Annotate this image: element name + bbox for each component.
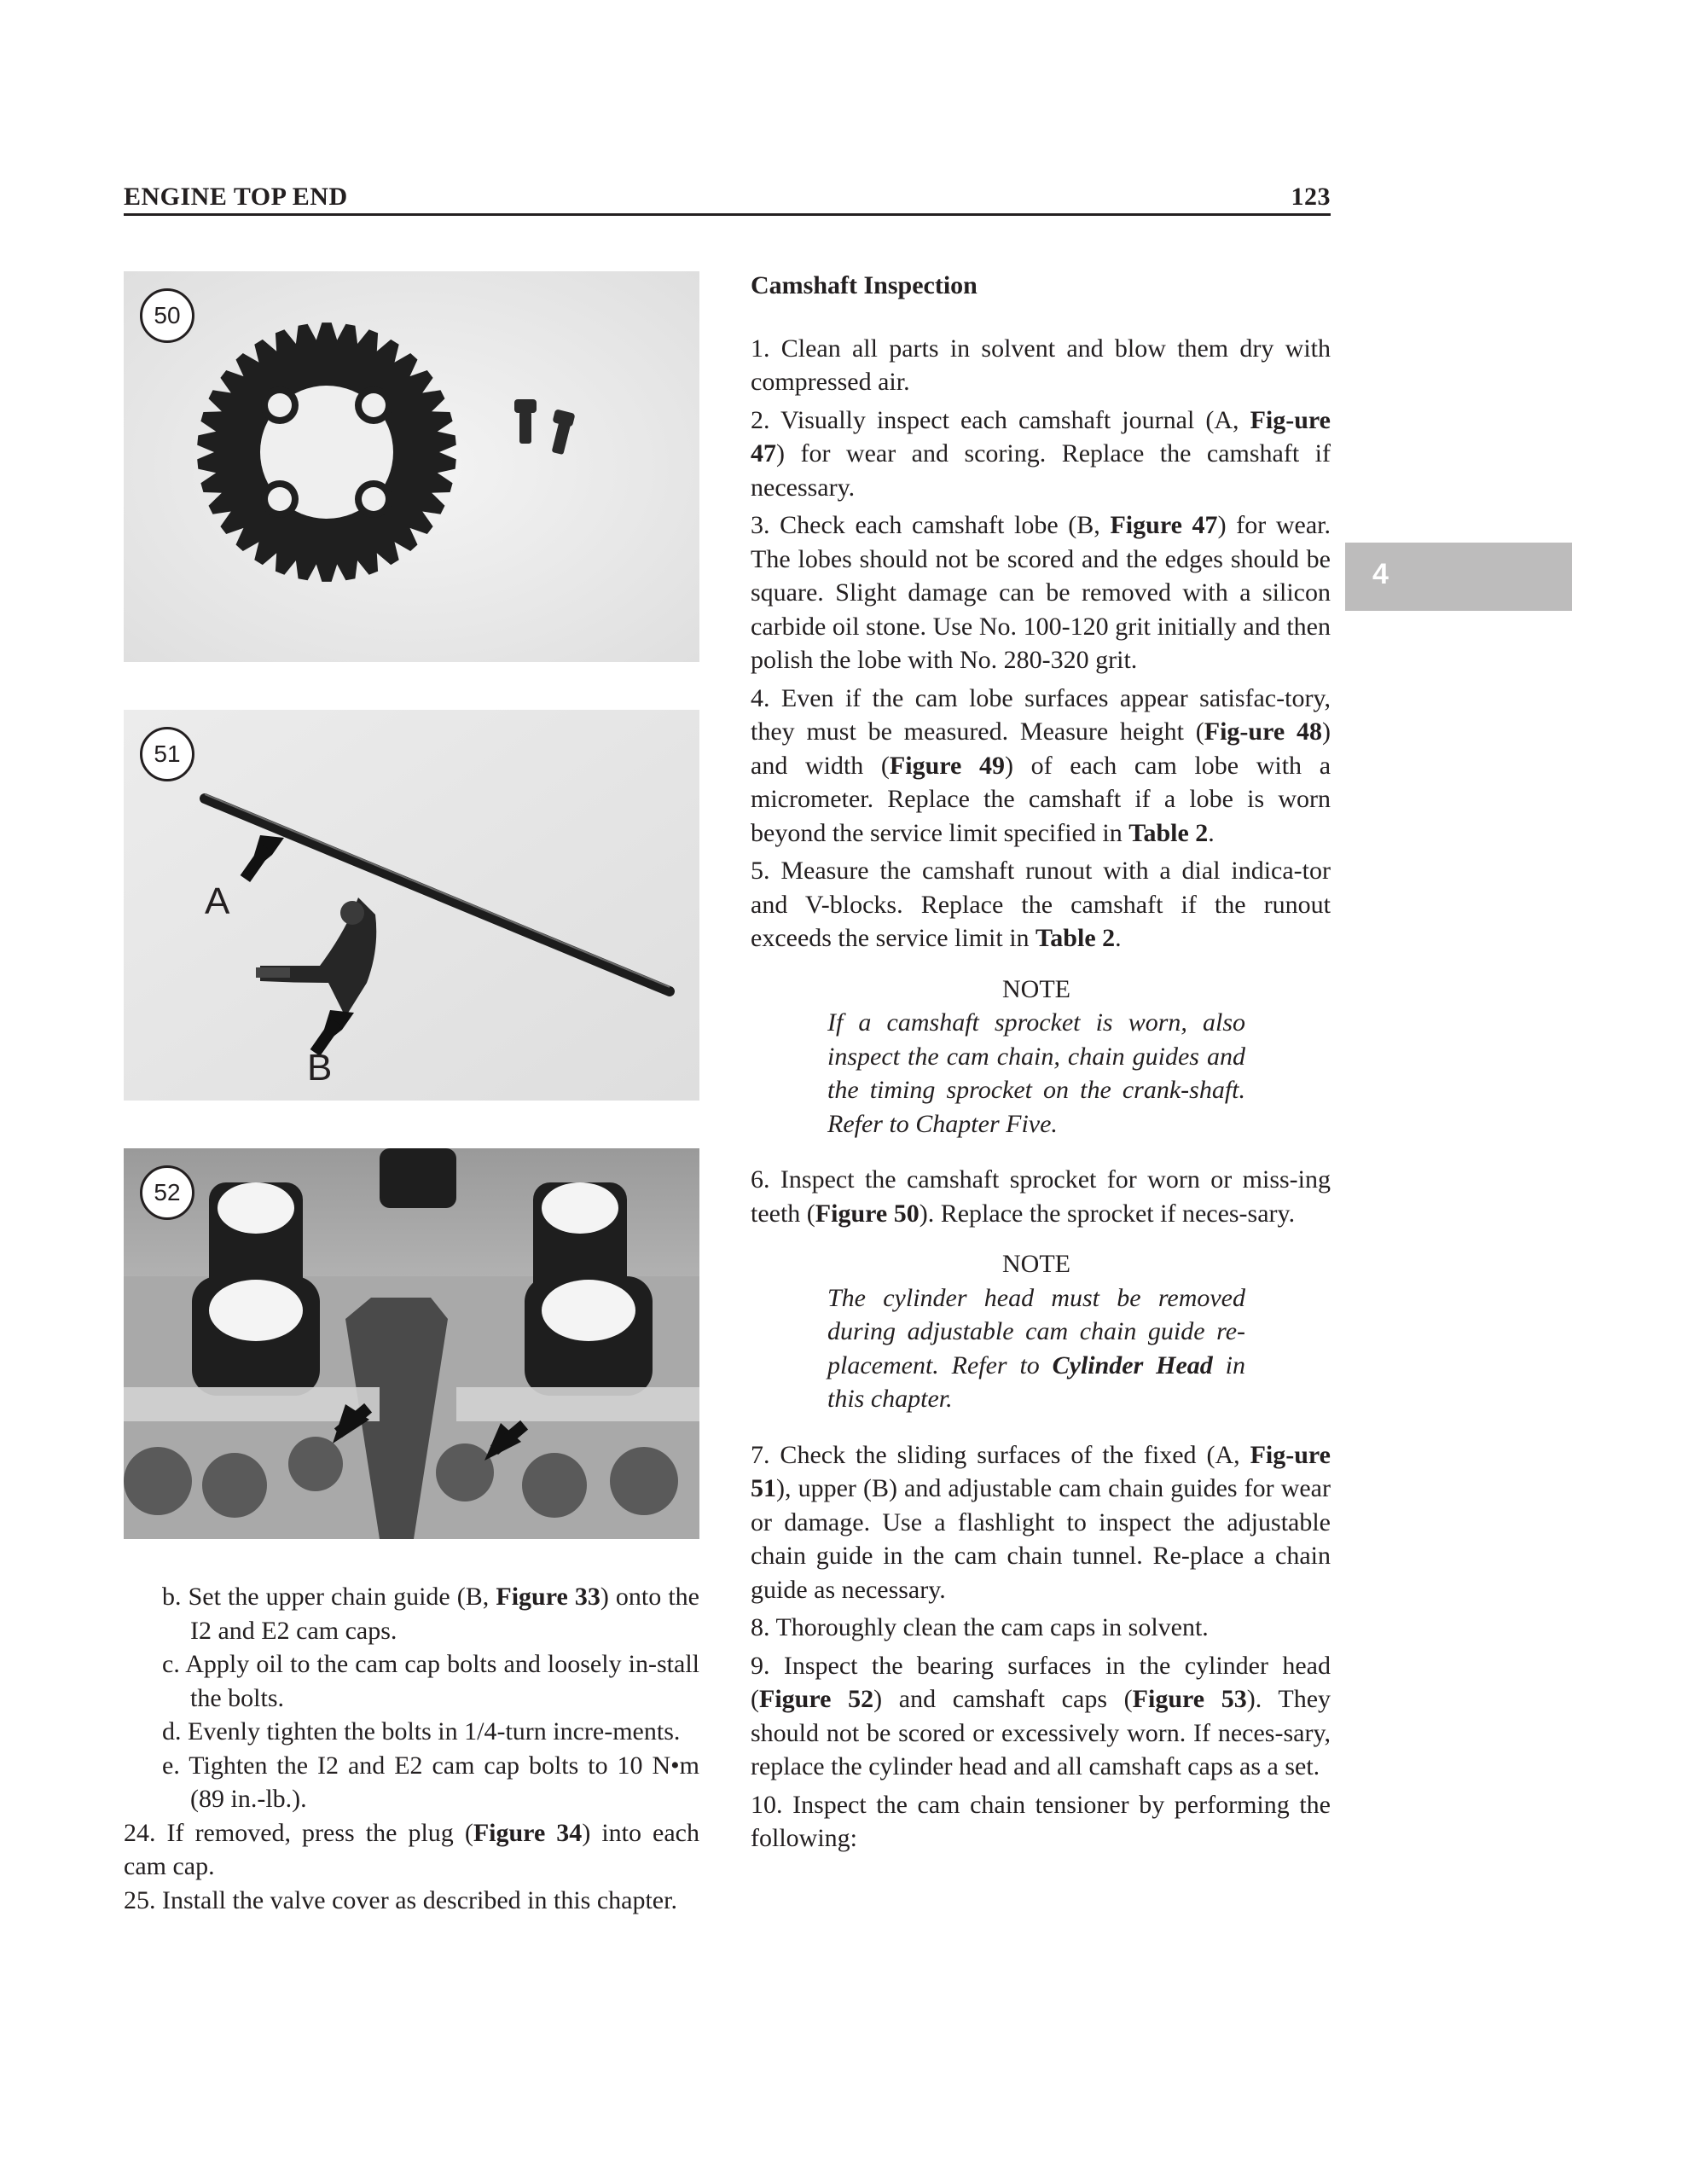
- page-number: 123: [1291, 183, 1331, 211]
- figure-number-badge: 50: [140, 288, 194, 343]
- right-column-text: [751, 269, 1331, 1860]
- right-step: 5. Measure the camshaft runout with a dial indica-tor and V-blocks. Replace the camshaft if the runout exceeds the service limit in Table 2.: [751, 857, 1331, 952]
- right-step: 2. Visually inspect each camshaft journal (A, Fig-ure 47) for wear and scoring. Replace the camshaft if necessary.: [751, 405, 1331, 502]
- callout-b: B: [307, 1047, 333, 1089]
- left-sub-step: c. Apply oil to the cam cap bolts and loosely in-stall the bolts.: [162, 1650, 699, 1712]
- note-text: If a camshaft sprocket is worn, also inspect the cam chain, chain guides and the timing sprocket on the crank-shaft. Refer to Chapter Five.: [827, 1008, 1245, 1138]
- right-step: 4. Even if the cam lobe surfaces appear satisfac-tory, they must be measured. Measure height (Fig-ure 48) and width (Figure 49) of each cam lobe with a micrometer. Replace the camshaft if a lobe is worn beyond the service limit specified in Table 2.: [751, 683, 1331, 847]
- figure-50-photo: [124, 271, 699, 662]
- left-sub-step: b. Set the upper chain guide (B, Figure 33) onto the I2 and E2 cam caps.: [162, 1583, 699, 1645]
- figure-52-photo: [124, 1148, 699, 1539]
- chapter-tab-label: 4: [1372, 558, 1389, 590]
- note-title: NOTE: [1002, 974, 1070, 1003]
- left-numbered-step: 25. Install the valve cover as described in this chapter.: [124, 1885, 677, 1914]
- cylinder-head-image: [124, 1148, 699, 1539]
- page-header-title: ENGINE TOP END: [124, 183, 348, 211]
- right-step: 3. Check each camshaft lobe (B, Figure 47) for wear. The lobes should not be scored and the edges should be square. Slight damage can be removed with a silicon carbide oil stone. Use No. 100-120 grit initially and then polish the lobe with No. 280-320 grit.: [751, 511, 1331, 674]
- right-step: 7. Check the sliding surfaces of the fixed (A, Fig-ure 51), upper (B) and adjustable cam chain guides for wear or damage. Use a flashlight to inspect the adjustable chain guide in the cam chain tunnel. Re-place a chain guide as necessary.: [751, 1440, 1331, 1604]
- figure-number-badge: 52: [140, 1165, 194, 1220]
- right-step: 6. Inspect the camshaft sprocket for worn or miss-ing teeth (Figure 50). Replace the sprocket if neces-sary.: [751, 1165, 1331, 1228]
- note-text: The cylinder head must be removed during adjustable cam chain guide re-placement. Refer to Cylinder Head in this chapter.: [827, 1283, 1245, 1413]
- section-heading: Camshaft Inspection: [751, 271, 978, 299]
- header-rule: [124, 213, 1331, 216]
- left-sub-step: d. Evenly tighten the bolts in 1/4-turn incre-ments.: [162, 1717, 681, 1745]
- figure-51-photo: [124, 710, 699, 1101]
- cam-sprocket-image: [124, 271, 699, 662]
- right-step: 9. Inspect the bearing surfaces in the cylinder head (Figure 52) and camshaft caps (Figure 53). They should not be scored or excessively worn. If neces-sary, replace the cylinder head and all camshaft caps as a set.: [751, 1651, 1331, 1780]
- right-step: 1. Clean all parts in solvent and blow them dry with compressed air.: [751, 334, 1331, 396]
- left-column-text: [124, 1580, 699, 1917]
- note-box: [827, 1247, 1245, 1416]
- callout-a: A: [205, 880, 230, 922]
- right-step: 8. Thoroughly clean the cam caps in solvent.: [751, 1613, 1209, 1641]
- figure-number-badge: 51: [140, 727, 194, 781]
- left-numbered-step: 24. If removed, press the plug (Figure 34) into each cam cap.: [124, 1818, 700, 1880]
- note-title: NOTE: [1002, 1250, 1070, 1278]
- chapter-tab: [1345, 543, 1572, 611]
- left-sub-step: e. Tighten the I2 and E2 cam cap bolts to 10 N•m (89 in.-lb.).: [162, 1751, 699, 1813]
- note-box: [827, 973, 1245, 1141]
- right-step: 10. Inspect the cam chain tensioner by performing the following:: [751, 1790, 1331, 1852]
